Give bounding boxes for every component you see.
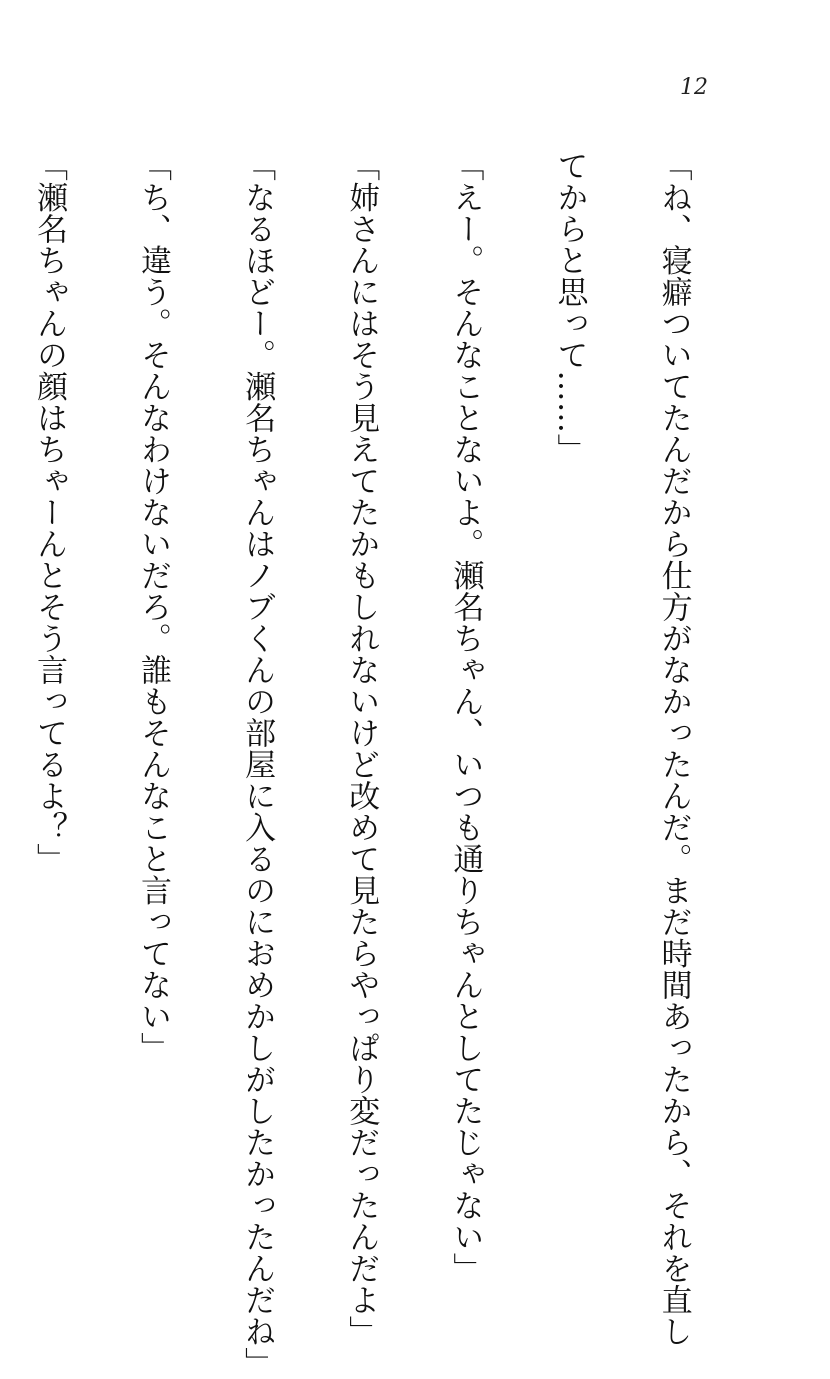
- text-line: てからと思って……」: [551, 150, 588, 465]
- text-line: 「姉さんにはそう見えてたかもしれないけど改めて見たらやっぱり変だったんだよ」: [343, 150, 380, 1347]
- page-number: 12: [680, 75, 708, 100]
- text-line: 「なるほどー。瀬名ちゃんはノブくんの部屋に入るのにおめかしがしたかったんだね」: [239, 150, 276, 1379]
- text-line: 「瀬名ちゃんの顔はちゃーんとそう言ってるよ？」: [30, 150, 67, 875]
- text-line: 「ち、違う。そんなわけないだろ。誰もそんなこと言ってない」: [135, 150, 172, 1064]
- vertical-body-text: [0, 150, 760, 1379]
- text-line: 「ね、寝癖ついてたんだから仕方がなかったんだ。まだ時間あったから、それを直し: [655, 150, 692, 1347]
- text-line: 「えー。そんなことないよ。瀬名ちゃん、いつも通りちゃんとしてたじゃない」: [447, 150, 484, 1284]
